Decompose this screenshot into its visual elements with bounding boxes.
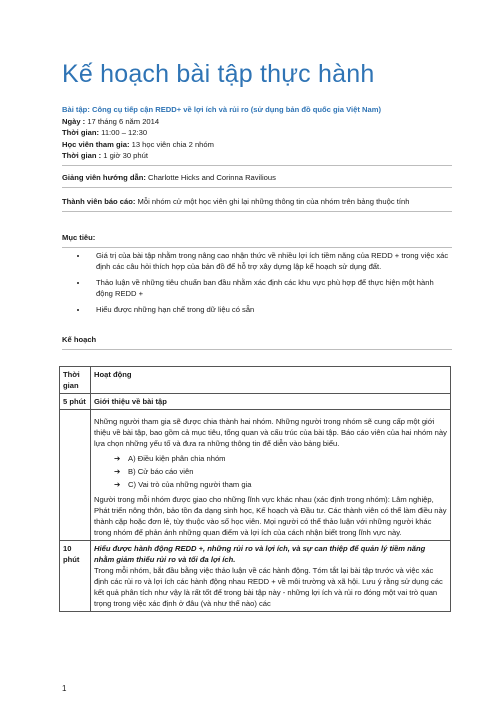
duration-label: Thời gian : bbox=[62, 151, 102, 160]
list-item bbox=[114, 466, 447, 477]
page-number: 1 bbox=[62, 684, 67, 693]
instructors-label: Giảng viên hướng dẫn: bbox=[62, 173, 146, 182]
row-activity-detail bbox=[91, 541, 451, 612]
instructors-value: Charlotte Hicks and Corinna Ravilious bbox=[145, 173, 276, 182]
instructors-line bbox=[62, 172, 452, 188]
objectives-list bbox=[62, 250, 452, 316]
objectives-section bbox=[62, 232, 452, 319]
arrow-icon: ➔ bbox=[114, 454, 121, 463]
table-header-row bbox=[60, 367, 451, 394]
participants-value: 13 học viên chia 2 nhóm bbox=[129, 139, 214, 149]
objective-item: • Thảo luận về những tiêu chuẩn ban đầu nhằm xác định các khu vực phù hợp để thực hiện một hành động REDD + bbox=[88, 277, 452, 300]
time-line bbox=[62, 127, 452, 139]
row-time: 10 phút bbox=[60, 541, 91, 612]
step-label: A) Điều kiện phân chia nhóm bbox=[128, 454, 226, 463]
plan-table bbox=[59, 366, 451, 612]
page-title: Kế hoạch bài tập thực hành bbox=[62, 60, 375, 88]
arrow-icon: ➔ bbox=[114, 467, 121, 476]
time-value: 11:00 – 12:30 bbox=[99, 128, 148, 137]
row-time bbox=[60, 410, 91, 541]
duration-line bbox=[62, 150, 452, 166]
table-row bbox=[60, 410, 451, 541]
header-activity: Hoạt động bbox=[91, 367, 451, 394]
exercise-info bbox=[62, 104, 452, 166]
objectives-heading: Mục tiêu: bbox=[62, 232, 452, 248]
row-time: 5 phút bbox=[60, 394, 91, 410]
participants-line bbox=[62, 139, 452, 151]
time-label: Thời gian: bbox=[62, 128, 100, 137]
activity-paragraph: Những người tham gia sẽ được chia thành hai nhóm. Những người trong nhóm sẽ cung cấp một giới thiệu về bài tập, bao gồm cả mục tiêu, tổng quan và cấu trúc của bài tập. Báo cáo viên của hai nhóm này lựa chọn những yếu tố và đưa ra những thông tin để diễn vào bảng biểu. bbox=[94, 417, 447, 448]
row-activity-title: Giới thiệu về bài tập bbox=[91, 394, 451, 410]
plan-heading-text: Kế hoạch bbox=[62, 335, 97, 344]
reporters-label: Thành viên báo cáo: bbox=[62, 197, 136, 206]
table-row bbox=[60, 394, 451, 410]
row-activity-title: Hiểu được hành động REDD +, những rủi ro và lợi ích, và sự can thiệp để quản lý tiềm năng nhằm giảm thiểu rủi ro và tối đa lợi ích. bbox=[94, 544, 426, 564]
reporters-value: Mỗi nhóm cử một học viên ghi lại những thông tin của nhóm trên bảng thuộc tính bbox=[135, 197, 410, 206]
header-time: Thời gian bbox=[60, 367, 91, 394]
list-item bbox=[114, 453, 447, 464]
date-line bbox=[62, 116, 452, 128]
activity-paragraph: Trong mỗi nhóm, bắt đầu bằng việc thảo luận về các hành động. Tóm tắt lại bài tập trước và việc xác định các rủi ro và lợi ích các hành động nhau REDD + về môi trường và xã hội. Lưu ý rằng sử dụng các kết quả phân tích như vậy là rất tốt để trong bài tập này - những lợi ích và rủi ro đóng một vai trò quan trọng trong việc xác định ở đâu (và như thế nào) các bbox=[94, 566, 443, 608]
plan-heading bbox=[62, 334, 452, 350]
objective-item: • Hiểu được những hạn chế trong dữ liệu có sẵn bbox=[88, 304, 452, 316]
list-item bbox=[114, 479, 447, 490]
step-label: B) Cử báo cáo viên bbox=[128, 467, 194, 476]
arrow-icon: ➔ bbox=[114, 480, 121, 489]
row-activity-detail bbox=[91, 410, 451, 541]
objective-item: • Giá trị của bài tập nhằm trong nâng cao nhận thức về nhiều lợi ích tiềm năng của REDD + trong việc xác định các câu hỏi thích hợp của bản đồ để hỗ trợ xây dựng lập kế hoạch sử dụng đất. bbox=[88, 250, 452, 273]
date-label: Ngày : bbox=[62, 116, 86, 126]
duration-value: 1 giờ 30 phút bbox=[101, 151, 148, 160]
step-label: C) Vai trò của những người tham gia bbox=[128, 480, 252, 489]
exercise-name: Bài tập: Công cụ tiếp cận REDD+ về lợi ích và rủi ro (sử dụng bản đồ quốc gia Việt Nam) bbox=[62, 105, 381, 114]
group-steps-list bbox=[114, 453, 447, 490]
table-row bbox=[60, 541, 451, 612]
participants-label: Học viên tham gia: bbox=[62, 139, 130, 149]
activity-paragraph: Người trong mỗi nhóm được giao cho những lĩnh vực khác nhau (xác định trong nhóm): Lâm nghiệp, Phát triển nông thôn, bảo tồn đa dạng sinh học, Kế hoạch và Đầu tư. Các thành viên có thể làm điều này thành cặp hoặc đơn lẻ, tùy thuộc vào số học viên. Mọi người có thể thảo luận với những người khác trong nhóm để phản ánh những quan điểm và lợi ích của cách nhận biết trong lĩnh vực này. bbox=[94, 495, 447, 537]
reporters-line bbox=[62, 196, 452, 212]
date-value: 17 tháng 6 năm 2014 bbox=[85, 116, 160, 126]
